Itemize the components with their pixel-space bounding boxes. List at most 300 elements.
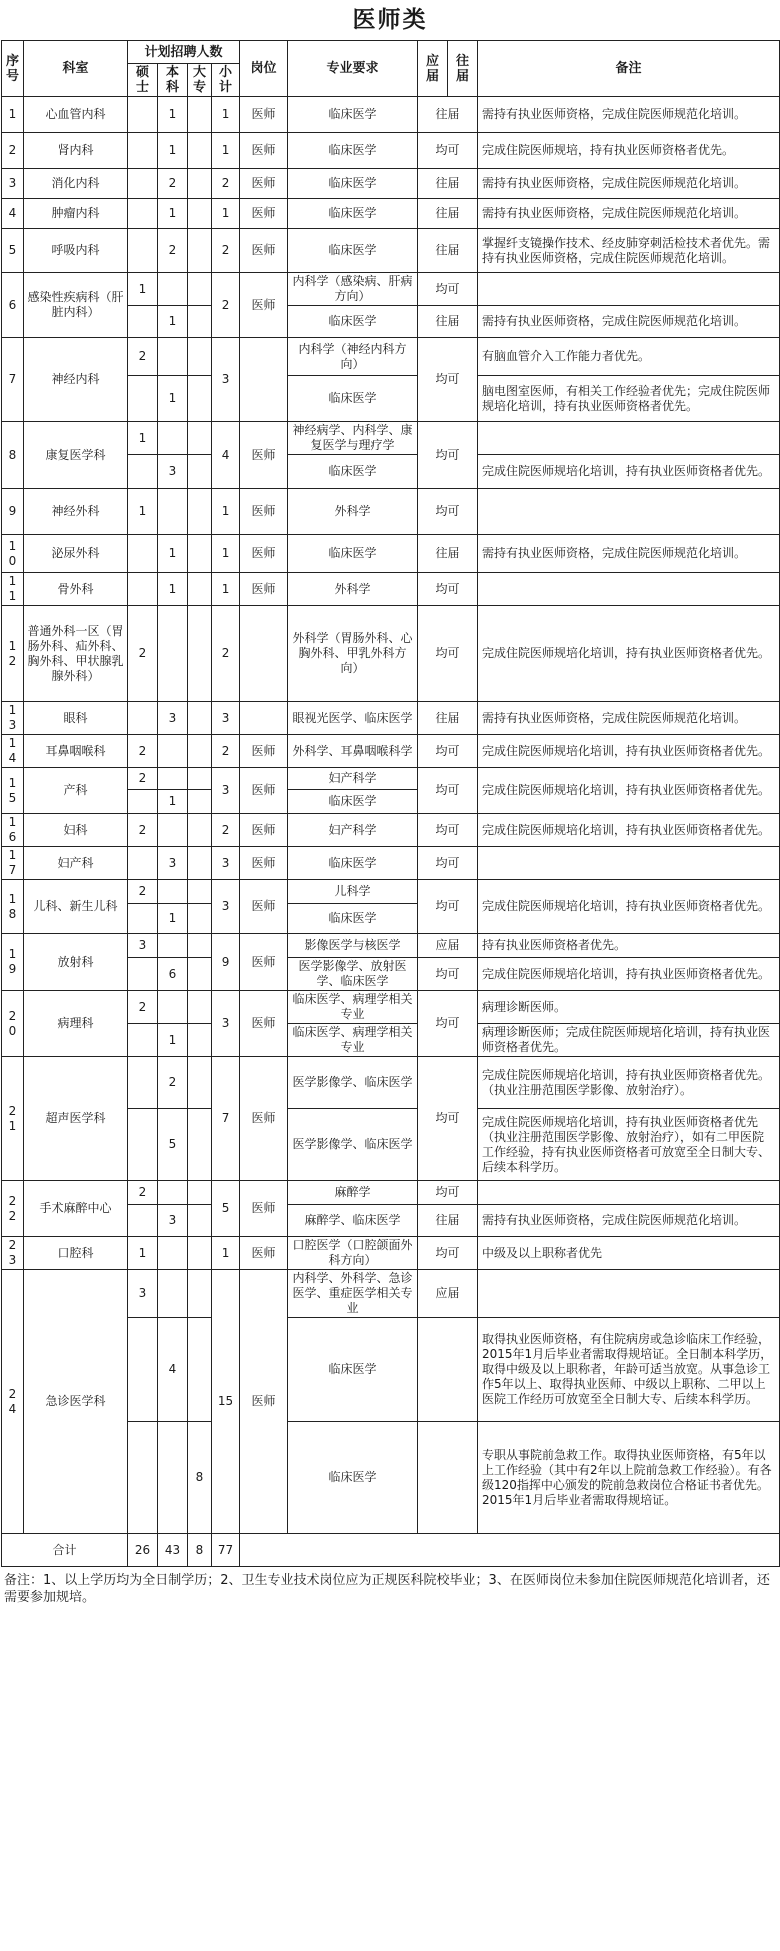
cell-bachelor [158,814,188,847]
cell-notes: 需持有执业医师资格，完成住院医师规范化培训。 [478,199,780,229]
cell-junior [188,306,212,338]
table-row [2,991,780,1024]
cell-master [128,376,158,422]
cell-index: 14 [2,735,24,768]
cell-notes: 完成住院医师规培化培训，持有执业医师资格者优先（执业注册范围医学影像、放射治疗），如有二甲医院工作经验，持有执业医师资格者可放宽至全日制大专、后续本科学历。 [478,1109,780,1181]
cell-subtotal: 2 [212,606,240,702]
cell-bachelor [158,422,188,455]
cell-subtotal: 9 [212,934,240,991]
total-master: 26 [128,1534,158,1567]
cell-junior [188,1237,212,1270]
cell-dept: 手术麻醉中心 [24,1181,128,1237]
cell-grad: 均可 [418,991,478,1057]
footnote: 备注：1、以上学历均为全日制学历；2、卫生专业技术岗位应为正规医科院校毕业；3、在医师岗位未参加住院医师规范化培训者，还需要参加规培。 [4,1573,770,1605]
header-notes: 备注 [478,41,780,97]
header-major: 专业要求 [288,41,418,97]
cell-dept: 妇科 [24,814,128,847]
cell-subtotal: 1 [212,97,240,133]
cell-index: 9 [2,489,24,535]
cell-major: 临床医学、病理学相关专业 [288,1024,418,1057]
cell-notes: 完成住院医师规培化培训，持有执业医师资格者优先。（执业注册范围医学影像、放射治疗）。 [478,1057,780,1109]
cell-master: 2 [128,991,158,1024]
cell-post: 医师 [240,169,288,199]
cell-bachelor [158,1270,188,1318]
cell-index: 16 [2,814,24,847]
cell-junior [188,1024,212,1057]
total-subtotal: 77 [212,1534,240,1567]
cell-junior [188,535,212,573]
header-index: 序号 [2,41,24,97]
cell-master [128,702,158,735]
table-row [2,702,780,735]
cell-master: 2 [128,338,158,376]
cell-junior [188,1270,212,1318]
cell-index: 8 [2,422,24,489]
cell-notes [478,1181,780,1205]
cell-dept: 感染性疾病科（肝脏内科） [24,273,128,338]
table-row [2,1237,780,1270]
cell-bachelor [158,606,188,702]
cell-post [240,702,288,735]
cell-index: 15 [2,768,24,814]
table-row [2,1270,780,1318]
cell-index: 21 [2,1057,24,1181]
table-row [2,133,780,169]
table-row [2,199,780,229]
table-row [2,338,780,376]
table-row [2,768,780,790]
cell-post: 医师 [240,97,288,133]
table-row [2,422,780,455]
cell-index: 17 [2,847,24,880]
cell-major: 临床医学 [288,1422,418,1534]
cell-junior [188,273,212,306]
cell-junior [188,880,212,904]
cell-junior [188,376,212,422]
cell-bachelor [158,1422,188,1534]
cell-subtotal: 2 [212,814,240,847]
cell-post: 医师 [240,880,288,934]
cell-subtotal: 3 [212,991,240,1057]
cell-grad: 均可 [418,338,478,422]
total-empty [240,1534,780,1567]
cell-master [128,306,158,338]
cell-subtotal: 3 [212,880,240,934]
cell-subtotal: 1 [212,1237,240,1270]
cell-junior [188,904,212,934]
cell-junior [188,814,212,847]
cell-master [128,847,158,880]
cell-grad: 均可 [418,133,478,169]
cell-post: 医师 [240,735,288,768]
cell-subtotal: 4 [212,422,240,489]
total-row [2,1534,780,1567]
total-junior: 8 [188,1534,212,1567]
cell-major: 临床医学 [288,904,418,934]
cell-post: 医师 [240,229,288,273]
cell-subtotal: 2 [212,273,240,338]
cell-notes: 需持有执业医师资格，完成住院医师规范化培训。 [478,1205,780,1237]
cell-master [128,199,158,229]
cell-major: 口腔医学（口腔颌面外科方向） [288,1237,418,1270]
cell-post: 医师 [240,1181,288,1237]
cell-subtotal: 1 [212,133,240,169]
cell-post: 医师 [240,1057,288,1181]
cell-bachelor: 1 [158,535,188,573]
table-row [2,606,780,702]
cell-master [128,1422,158,1534]
cell-subtotal: 1 [212,535,240,573]
cell-major: 外科学、耳鼻咽喉科学 [288,735,418,768]
cell-junior [188,455,212,489]
header-post: 岗位 [240,41,288,97]
cell-post: 医师 [240,199,288,229]
cell-post: 医师 [240,1237,288,1270]
cell-dept: 产科 [24,768,128,814]
table-header [2,41,780,97]
cell-master: 3 [128,934,158,958]
cell-subtotal: 2 [212,735,240,768]
cell-notes: 有脑血管介入工作能力者优先。 [478,338,780,376]
cell-dept: 消化内科 [24,169,128,199]
cell-master: 2 [128,768,158,790]
cell-notes: 掌握纤支镜操作技术、经皮肺穿刺活检技术者优先。需持有执业医师资格，完成住院医师规范化培训。 [478,229,780,273]
cell-notes [478,847,780,880]
cell-major: 临床医学 [288,455,418,489]
cell-index: 2 [2,133,24,169]
cell-dept: 普通外科一区（胃肠外科、疝外科、胸外科、甲状腺乳腺外科） [24,606,128,702]
cell-grad: 均可 [418,847,478,880]
cell-major: 麻醉学、临床医学 [288,1205,418,1237]
header-dept: 科室 [24,41,128,97]
cell-major: 临床医学 [288,847,418,880]
cell-bachelor: 1 [158,97,188,133]
cell-bachelor [158,489,188,535]
table-row [2,1181,780,1205]
cell-junior [188,133,212,169]
cell-notes: 专职从事院前急救工作。取得执业医师资格，有5年以上工作经验（其中有2年以上院前急救工作经验）。有各级120指挥中心颁发的院前急救岗位合格证书者优先。2015年1月后毕业者需取得规培证。 [478,1422,780,1534]
cell-bachelor [158,934,188,958]
cell-master: 1 [128,273,158,306]
cell-notes: 中级及以上职称者优先 [478,1237,780,1270]
cell-index: 18 [2,880,24,934]
cell-notes [478,273,780,306]
cell-bachelor: 1 [158,199,188,229]
cell-master: 2 [128,606,158,702]
cell-grad: 均可 [418,422,478,489]
cell-master [128,1109,158,1181]
cell-index: 6 [2,273,24,338]
cell-junior [188,199,212,229]
cell-bachelor: 2 [158,169,188,199]
recruitment-table [1,40,780,1567]
cell-post: 医师 [240,991,288,1057]
cell-junior: 8 [188,1422,212,1534]
cell-grad: 往届 [418,535,478,573]
cell-junior [188,958,212,991]
cell-index: 1 [2,97,24,133]
cell-bachelor [158,880,188,904]
cell-index: 22 [2,1181,24,1237]
cell-junior [188,702,212,735]
cell-junior [188,338,212,376]
cell-subtotal: 1 [212,573,240,606]
cell-grad: 应届 [418,1270,478,1318]
cell-junior [188,422,212,455]
cell-bachelor [158,1237,188,1270]
table-row [2,169,780,199]
cell-junior [188,735,212,768]
cell-dept: 心血管内科 [24,97,128,133]
table-row [2,273,780,306]
table-row [2,489,780,535]
cell-bachelor: 1 [158,573,188,606]
cell-bachelor: 5 [158,1109,188,1181]
cell-grad: 均可 [418,880,478,934]
cell-master [128,1024,158,1057]
cell-master [128,958,158,991]
cell-bachelor: 2 [158,229,188,273]
cell-master: 1 [128,1237,158,1270]
cell-notes: 持有执业医师资格者优先。 [478,934,780,958]
cell-major: 影像医学与核医学 [288,934,418,958]
cell-post: 医师 [240,1270,288,1534]
cell-index: 20 [2,991,24,1057]
header-past: 往届 [448,41,478,97]
cell-subtotal: 2 [212,229,240,273]
cell-major: 神经病学、内科学、康复医学与理疗学 [288,422,418,455]
cell-grad: 均可 [418,489,478,535]
cell-index: 13 [2,702,24,735]
cell-major: 麻醉学 [288,1181,418,1205]
cell-grad: 往届 [418,702,478,735]
table-row [2,847,780,880]
cell-major: 医学影像学、临床医学 [288,1057,418,1109]
cell-major: 妇产科学 [288,814,418,847]
cell-notes [478,573,780,606]
cell-index: 3 [2,169,24,199]
cell-grad: 均可 [418,768,478,814]
cell-master: 2 [128,735,158,768]
cell-subtotal: 3 [212,338,240,422]
cell-dept: 神经内科 [24,338,128,422]
cell-major: 临床医学 [288,376,418,422]
cell-subtotal: 1 [212,199,240,229]
cell-bachelor: 1 [158,306,188,338]
cell-master: 3 [128,1270,158,1318]
cell-master [128,97,158,133]
cell-subtotal: 15 [212,1270,240,1534]
cell-junior [188,169,212,199]
cell-master [128,1057,158,1109]
cell-major: 外科学（胃肠外科、心胸外科、甲乳外科方向） [288,606,418,702]
cell-post: 医师 [240,847,288,880]
table-row [2,573,780,606]
cell-notes: 需持有执业医师资格，完成住院医师规范化培训。 [478,97,780,133]
cell-post: 医师 [240,133,288,169]
cell-grad: 往届 [418,169,478,199]
cell-major: 儿科学 [288,880,418,904]
table-row [2,814,780,847]
cell-bachelor: 3 [158,455,188,489]
cell-bachelor [158,991,188,1024]
cell-post [240,606,288,702]
cell-dept: 口腔科 [24,1237,128,1270]
cell-subtotal: 1 [212,489,240,535]
cell-major: 医学影像学、临床医学 [288,1109,418,1181]
cell-post: 医师 [240,422,288,489]
cell-master: 1 [128,489,158,535]
cell-grad: 往届 [418,1205,478,1237]
cell-master [128,573,158,606]
cell-junior [188,606,212,702]
cell-notes: 需持有执业医师资格，完成住院医师规范化培训。 [478,702,780,735]
cell-master: 2 [128,1181,158,1205]
cell-dept: 肿瘤内科 [24,199,128,229]
cell-grad: 往届 [418,97,478,133]
cell-master: 2 [128,880,158,904]
cell-major: 临床医学 [288,306,418,338]
cell-notes: 完成住院医师规培化培训，持有执业医师资格者优先。 [478,768,780,814]
cell-bachelor: 1 [158,1024,188,1057]
cell-notes: 完成住院医师规培，持有执业医师资格者优先。 [478,133,780,169]
cell-major: 内科学（感染病、肝病方向） [288,273,418,306]
cell-notes: 完成住院医师规培化培训，持有执业医师资格者优先。 [478,958,780,991]
cell-junior [188,1205,212,1237]
cell-master [128,169,158,199]
cell-major: 眼视光医学、临床医学 [288,702,418,735]
total-bachelor: 43 [158,1534,188,1567]
table-body [2,97,780,1567]
cell-grad: 均可 [418,735,478,768]
cell-master [128,904,158,934]
cell-dept: 超声医学科 [24,1057,128,1181]
cell-major: 临床医学 [288,133,418,169]
cell-grad: 均可 [418,573,478,606]
cell-post: 医师 [240,535,288,573]
cell-master [128,455,158,489]
cell-junior [188,573,212,606]
cell-notes: 完成住院医师规培化培训，持有执业医师资格者优先。 [478,814,780,847]
header-master: 硕士 [128,64,158,97]
cell-index: 12 [2,606,24,702]
header-bachelor: 本科 [158,64,188,97]
header-plan: 计划招聘人数 [128,41,240,64]
cell-dept: 病理科 [24,991,128,1057]
cell-grad: 均可 [418,1057,478,1181]
header-subtotal: 小计 [212,64,240,97]
cell-bachelor: 3 [158,1205,188,1237]
cell-post: 医师 [240,768,288,814]
cell-master: 1 [128,422,158,455]
cell-bachelor: 3 [158,702,188,735]
cell-dept: 康复医学科 [24,422,128,489]
cell-index: 10 [2,535,24,573]
cell-subtotal: 3 [212,768,240,814]
cell-junior [188,768,212,790]
cell-junior [188,97,212,133]
cell-master [128,535,158,573]
cell-index: 23 [2,1237,24,1270]
cell-master [128,790,158,814]
cell-junior [188,1109,212,1181]
cell-subtotal: 5 [212,1181,240,1237]
cell-bachelor: 1 [158,904,188,934]
cell-index: 11 [2,573,24,606]
cell-junior [188,847,212,880]
cell-notes: 需持有执业医师资格，完成住院医师规范化培训。 [478,169,780,199]
cell-subtotal: 2 [212,169,240,199]
cell-major: 临床医学 [288,169,418,199]
cell-dept: 泌尿外科 [24,535,128,573]
cell-subtotal: 7 [212,1057,240,1181]
cell-junior [188,1318,212,1422]
cell-bachelor: 3 [158,847,188,880]
cell-master: 2 [128,814,158,847]
cell-major: 外科学 [288,573,418,606]
cell-master [128,1318,158,1422]
cell-grad [418,1318,478,1422]
cell-dept: 眼科 [24,702,128,735]
cell-dept: 耳鼻咽喉科 [24,735,128,768]
cell-post: 医师 [240,489,288,535]
cell-index: 7 [2,338,24,422]
cell-bachelor: 1 [158,133,188,169]
cell-major: 临床医学 [288,1318,418,1422]
cell-grad: 均可 [418,273,478,306]
cell-grad: 均可 [418,958,478,991]
cell-bachelor: 1 [158,790,188,814]
cell-dept: 急诊医学科 [24,1270,128,1534]
cell-major: 外科学 [288,489,418,535]
table-row [2,535,780,573]
cell-notes: 脑电图室医师，有相关工作经验者优先；完成住院医师规培化培训，持有执业医师资格者优先。 [478,376,780,422]
cell-major: 医学影像学、放射医学、临床医学 [288,958,418,991]
table-row [2,229,780,273]
cell-post: 医师 [240,273,288,338]
cell-major: 临床医学、病理学相关专业 [288,991,418,1024]
header-junior: 大专 [188,64,212,97]
cell-dept: 肾内科 [24,133,128,169]
cell-grad: 均可 [418,1181,478,1205]
cell-index: 24 [2,1270,24,1534]
cell-index: 19 [2,934,24,991]
cell-grad: 往届 [418,199,478,229]
table-row [2,97,780,133]
cell-notes: 完成住院医师规培化培训，持有执业医师资格者优先。 [478,735,780,768]
cell-grad: 均可 [418,814,478,847]
cell-junior [188,991,212,1024]
cell-major: 内科学、外科学、急诊医学、重症医学相关专业 [288,1270,418,1318]
cell-notes: 需持有执业医师资格，完成住院医师规范化培训。 [478,535,780,573]
table-row [2,880,780,904]
page-title: 医师类 [352,6,428,33]
cell-bachelor: 1 [158,376,188,422]
cell-notes [478,1270,780,1318]
cell-major: 内科学（神经内科方向） [288,338,418,376]
cell-subtotal: 3 [212,702,240,735]
header-fresh: 应届 [418,41,448,97]
cell-post [240,338,288,422]
cell-major: 临床医学 [288,535,418,573]
cell-dept: 儿科、新生儿科 [24,880,128,934]
cell-junior [188,489,212,535]
table-row [2,934,780,958]
cell-junior [188,1057,212,1109]
cell-bachelor [158,768,188,790]
cell-grad: 往届 [418,229,478,273]
cell-notes [478,422,780,455]
